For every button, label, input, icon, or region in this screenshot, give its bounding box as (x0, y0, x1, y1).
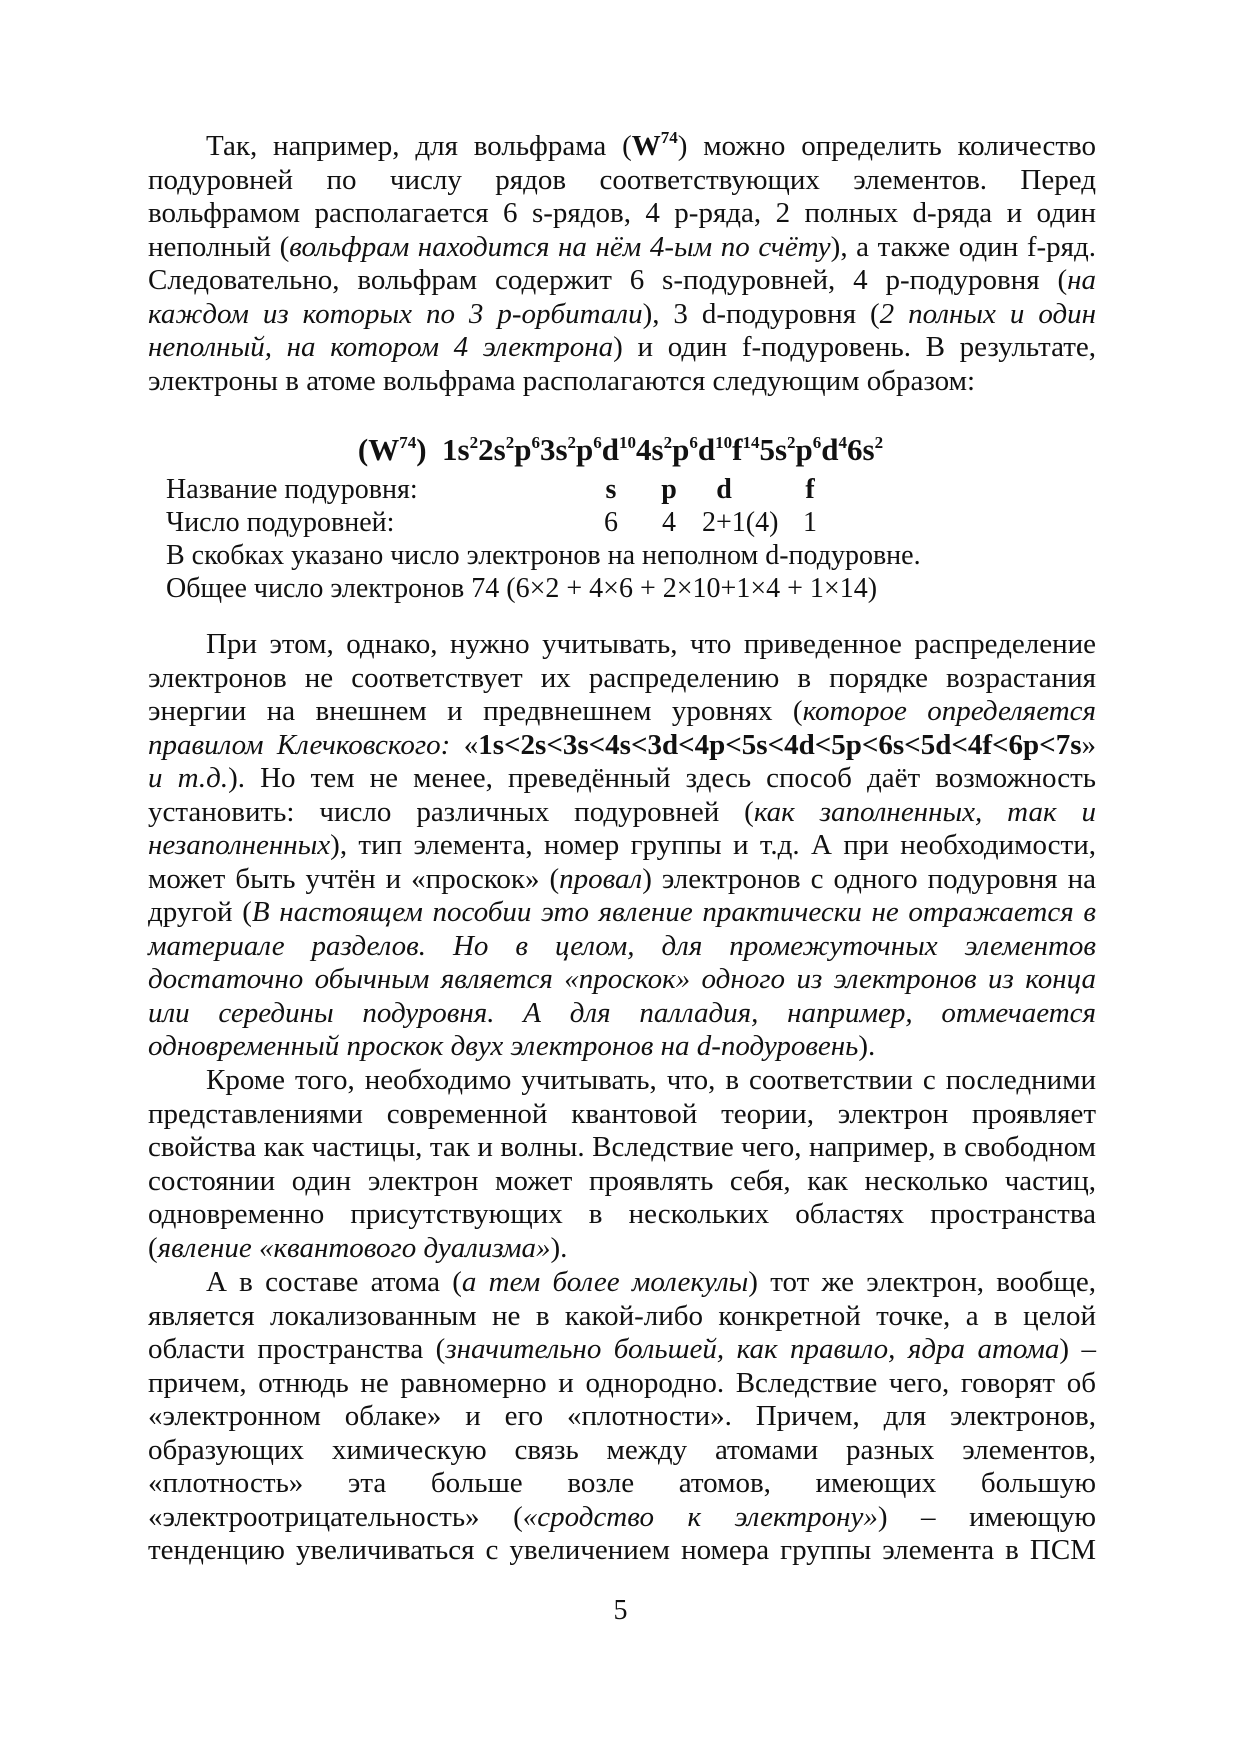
formula-terms (442, 432, 883, 467)
text-run: ). (550, 1231, 568, 1264)
text-run: ) и один f-подуровень. В результате, электроны в атоме вольфрама располагаются следующим образом: (148, 331, 1096, 397)
text-run: ) тот же электрон, вообще, является локализованным не в какой-либо конкретной точке, а в целой области пространства ( (148, 1266, 1096, 1365)
tungsten-atomic-number: 74 (660, 128, 678, 147)
italic-run: которое определяется правилом Клечковского: (148, 695, 1097, 761)
italic-run: значительно большей, как правило, ядра атома (445, 1333, 1060, 1365)
formula-term-exponent: 2 (505, 433, 515, 452)
text-run: ), 3 d-подуровня ( (642, 297, 880, 330)
italic-run: «сродство к электрону» (522, 1500, 878, 1533)
page-number: 5 (613, 1595, 628, 1626)
text-run: А в составе атома ( (206, 1266, 462, 1298)
formula-term-base: d (601, 432, 620, 467)
klechkovsky-sequence: 1s<2s<3s<4s<3d<4p<5s<4d<5p<6s<5d<4f<6p<7s (478, 728, 1082, 761)
italic-run: В настоящем пособии это явление практически не отражается в материале разделов. Но в целом, для промежуточных элементов достаточно обычным является «проскок» одного из электронов из конца или середины подуровня. А для палладия, например, отмечается одновременный проскок двух электронов на d-подуровень (148, 896, 1096, 1062)
formula-term-exponent: 10 (715, 433, 733, 452)
formula-term-exponent: 2 (663, 433, 673, 452)
formula-term-exponent: 6 (593, 433, 602, 452)
formula-term-base: p (672, 432, 690, 467)
text-run: ), тип элемента, номер группы и т.д. А при необходимости, может быть учтён и «проскок» ( (148, 829, 1096, 895)
paragraph-klechkovsky (148, 628, 1096, 1064)
text-run: ). Но тем не менее, преведённый здесь способ даёт возможность установить: число различных подуровней ( (148, 762, 1097, 828)
paragraph-tungsten-intro (148, 130, 1096, 398)
formula-atomic-number: 74 (399, 433, 417, 452)
formula-term-base: 3s (539, 432, 568, 467)
text-run: При этом, однако, нужно учитывать, что приведенное распределение электронов не соответствует их распределению в порядке возрастания энергии на внешнем и предвнешнем уровнях ( (148, 628, 1096, 727)
note-total-electrons: Общее число электронов 74 (6×2 + 4×6 + 2×10+1×4 + 1×14) (166, 573, 878, 604)
text-run: ) электронов с одного подуровня на другой ( (148, 862, 1097, 928)
formula-close: ) (416, 432, 443, 467)
formula-term-base: 4s (636, 432, 664, 467)
formula-open: (W (357, 432, 400, 467)
italic-run: провал (559, 862, 643, 895)
cell-p: p (661, 474, 677, 505)
text-run: Кроме того, необходимо учитывать, что, в соответствии с последними представлениями современной квантовой теории, электрон проявляет свойства как частицы, так и волны. Вследствие чего, например, в свободном состоянии один электрон может проявлять себя, как несколько частиц, одновременно присутствующих в нескольких областях пространства ( (148, 1064, 1096, 1264)
formula-term-base: d (821, 432, 839, 467)
formula-term-exponent: 14 (742, 433, 760, 452)
formula-term-exponent: 10 (619, 433, 637, 452)
cell-d-count: 2+1(4) (702, 507, 779, 538)
row-label-sublevel-count: Число подуровней: (166, 507, 395, 538)
formula-term-base: 6s (847, 432, 875, 467)
cell-s: s (605, 474, 617, 505)
italic-run: и т.д. (148, 762, 229, 794)
paragraph-electron-cloud (148, 1266, 1096, 1568)
cell-f: f (805, 474, 815, 505)
italic-run: а тем более молекулы (461, 1266, 749, 1298)
cell-s-count: 6 (604, 507, 618, 538)
cell-d: d (716, 474, 732, 505)
cell-p-count: 4 (662, 507, 676, 538)
tungsten-symbol: W (631, 130, 661, 162)
italic-run: как заполненных, так и незаполненных (148, 795, 1096, 861)
row-label-sublevel-name: Название подуровня: (166, 474, 418, 505)
formula-term-exponent: 6 (531, 433, 540, 452)
text-run: » (1081, 728, 1096, 761)
formula-term-base: p (576, 432, 594, 467)
italic-run: на каждом из которых по 3 p-орбитали (148, 264, 1096, 330)
text-run: ) можно определить количество подуровней по числу рядов соответствующих элементов. Перед вольфрамом располагается 6 s-рядов, 4 p-ряда, 2 полных d-ряда и один неполный ( (148, 130, 1097, 263)
formula-term-exponent: 6 (812, 433, 822, 452)
italic-run: явление «квантового дуализма» (157, 1231, 551, 1264)
text-run: ) – причем, отнюдь не равномерно и однородно. Вследствие чего, говорят об «электронном облаке» и его «плотности». Причем, для электронов, образующих химическую связь между атомами разных элементов, «плотность» эта больше возле атомов, имеющих большую «электроотрицательность» ( (148, 1333, 1096, 1533)
formula-term-exponent: 2 (469, 433, 479, 452)
text-run: ). (858, 1030, 876, 1062)
formula-term-base: d (697, 432, 716, 467)
italic-run: вольфрам находится на нём 4-ым по счёту (289, 230, 831, 263)
formula-term-exponent: 2 (567, 433, 577, 452)
formula-term-exponent: 4 (838, 433, 848, 452)
formula-term-base: p (795, 432, 813, 467)
text-run: ) – имеющую тенденцию увеличиваться с увеличением номера группы элемента в ПСМ (148, 1500, 1097, 1566)
note-brackets: В скобках указано число электронов на неполном d-подуровне. (166, 540, 921, 571)
formula-term-exponent: 2 (874, 433, 884, 452)
text-run: ), а также один f-ряд. Следовательно, вольфрам содержит 6 s-подуровней, 4 p-подуровня ( (148, 230, 1096, 296)
formula-term-exponent: 2 (787, 433, 796, 452)
formula-term-exponent: 6 (689, 433, 698, 452)
italic-run: 2 полных и один неполный, на котором 4 электрона (148, 297, 1097, 363)
paragraph-quantum-dualism (148, 1064, 1096, 1265)
formula-term-base: 2s (478, 432, 506, 467)
formula-term-base: f (732, 432, 743, 467)
formula-term-base: p (514, 432, 532, 467)
electron-configuration-formula (0, 430, 1241, 470)
formula-term-base: 1s (442, 432, 470, 467)
text-run: Так, например, для вольфрама ( (206, 130, 632, 162)
cell-f-count: 1 (803, 507, 817, 538)
text-run: « (450, 728, 479, 761)
formula-term-base: 5s (759, 432, 788, 467)
